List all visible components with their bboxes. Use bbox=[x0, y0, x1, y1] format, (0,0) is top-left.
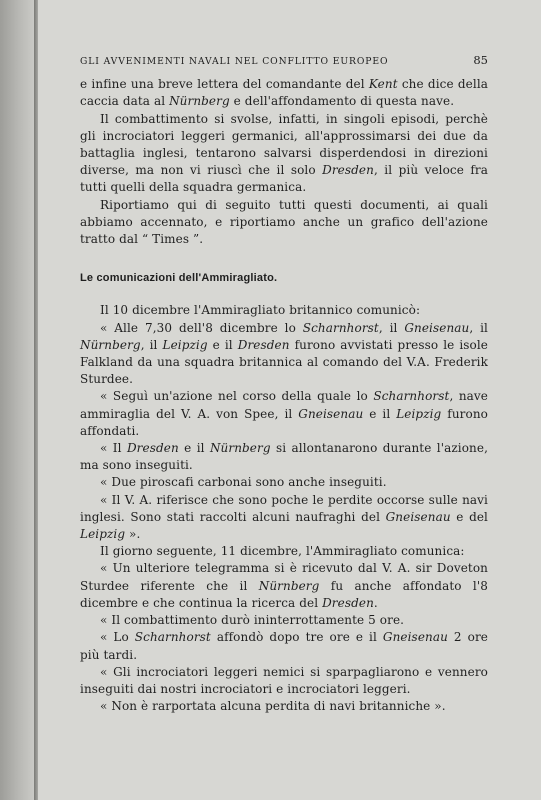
italic-text: Dresden bbox=[322, 163, 374, 178]
text-span: ». bbox=[125, 527, 141, 542]
italic-text: Kent bbox=[368, 77, 398, 92]
binding-gutter bbox=[0, 0, 34, 800]
paragraph bbox=[80, 197, 488, 249]
text-span: e del bbox=[450, 509, 488, 524]
italic-text: Gneisenau bbox=[382, 630, 448, 645]
paragraph bbox=[80, 320, 488, 389]
italic-text: Gneisenau bbox=[404, 320, 470, 335]
paragraph bbox=[80, 492, 488, 544]
italic-text: Nürnberg bbox=[258, 578, 320, 593]
italic-text: Scharnhorst bbox=[302, 320, 379, 335]
italic-text: Scharnhorst bbox=[134, 630, 211, 645]
text-span: « Seguì un'azione nel corso della quale lo bbox=[100, 389, 374, 404]
text-span: 2 ore più tardi. bbox=[80, 630, 488, 662]
italic-text: Leipzig bbox=[162, 337, 208, 352]
intro-paragraphs bbox=[80, 76, 488, 248]
paragraph bbox=[80, 698, 488, 715]
paragraph bbox=[80, 629, 488, 663]
text-span: , il bbox=[140, 337, 163, 352]
text-span: Il combattimento si svolse, infatti, in singoli episodi, perchè gli incrociatori leggeri germanici, all'approssimarsi dei due da battaglia inglesi, tentarono salvarsi disperdendosi in direzioni diverse, ma non vi riuscì che il solo bbox=[80, 111, 488, 178]
text-span: « Non è rarportata alcuna perdita di navi britanniche ». bbox=[100, 699, 446, 714]
italic-text: Nürnberg bbox=[209, 441, 271, 456]
text-span: « Il V. A. riferisce che sono poche le perdite occorse sulle navi inglesi. Sono stati raccolti alcuni naufraghi del bbox=[80, 492, 488, 524]
italic-text: Leipzig bbox=[80, 527, 126, 542]
text-span: « Alle 7,30 dell'8 dicembre lo bbox=[100, 320, 303, 335]
text-span: Il 10 dicembre l'Ammiragliato britannico comunicò: bbox=[100, 303, 421, 318]
text-span: « Lo bbox=[100, 630, 135, 645]
text-span: e dell'affondamento di questa nave. bbox=[229, 94, 455, 109]
running-header bbox=[80, 52, 488, 70]
paragraph bbox=[80, 76, 488, 110]
italic-text: Nürnberg bbox=[80, 337, 141, 352]
page-content bbox=[80, 52, 488, 715]
running-title: GLI AVVENIMENTI NAVALI NEL CONFLITTO EUROPEO bbox=[80, 56, 389, 67]
paragraph bbox=[80, 302, 488, 319]
paragraph bbox=[80, 612, 488, 629]
text-span: e il bbox=[178, 441, 210, 456]
paragraph bbox=[80, 111, 488, 197]
text-span: e il bbox=[207, 337, 238, 352]
text-span: « Un ulteriore telegramma si è ricevuto dal V. A. sir Doveton Sturdee riferente che il bbox=[80, 561, 488, 593]
paragraph bbox=[80, 474, 488, 491]
text-span: Riportiamo qui di seguito tutti questi documenti, ai quali abbiamo accennato, e riportiamo anche un grafico dell'azione tratto dal “ Times ”. bbox=[80, 197, 488, 247]
paragraph bbox=[80, 543, 488, 560]
text-span: « Il bbox=[100, 441, 127, 456]
text-span: affondò dopo tre ore e il bbox=[210, 630, 383, 645]
text-span: e il bbox=[363, 406, 397, 421]
text-span: , il più veloce fra tutti quelli della squadra germanica. bbox=[80, 163, 488, 195]
italic-text: Dresden bbox=[237, 337, 290, 352]
italic-text: Dresden bbox=[322, 595, 374, 610]
text-span: furono affondati. bbox=[80, 406, 488, 438]
body-paragraphs bbox=[80, 302, 488, 715]
text-span: fu anche affondato l'8 dicembre e che continua la ricerca del bbox=[80, 578, 488, 610]
page-number: 85 bbox=[473, 53, 488, 67]
italic-text: Nürnberg bbox=[169, 94, 230, 109]
italic-text: Gneisenau bbox=[385, 509, 451, 524]
text-span: che dice della caccia data al bbox=[80, 77, 489, 109]
italic-text: Gneisenau bbox=[298, 406, 364, 421]
text-span: , nave ammiraglia del V. A. von Spee, il bbox=[80, 389, 489, 421]
text-span: « Il combattimento durò ininterrottamente 5 ore. bbox=[100, 613, 405, 628]
paragraph bbox=[80, 440, 488, 474]
text-span: « Due piroscafi carbonai sono anche inseguiti. bbox=[100, 475, 387, 490]
italic-text: Scharnhorst bbox=[373, 389, 450, 404]
section-title: Le comunicazioni dell'Ammiragliato. bbox=[80, 272, 278, 285]
text-span: si allontanarono durante l'azione, ma sono inseguiti. bbox=[80, 441, 488, 473]
italic-text: Leipzig bbox=[396, 406, 442, 421]
book-page bbox=[38, 0, 541, 800]
text-span: , il bbox=[469, 320, 488, 335]
paragraph bbox=[80, 388, 488, 440]
text-span: « Gli incrociatori leggeri nemici si sparpagliarono e vennero inseguiti dai nostri incrociatori e incrociatori leggeri. bbox=[80, 664, 488, 696]
italic-text: Dresden bbox=[126, 441, 179, 456]
text-span: , il bbox=[378, 320, 405, 335]
text-span: furono avvistati presso le isole Falkland da una squadra britannica al comando del V.A. Frederik Sturdee. bbox=[80, 337, 489, 387]
text-span: Il giorno seguente, 11 dicembre, l'Ammiragliato comunica: bbox=[100, 544, 465, 559]
paragraph bbox=[80, 560, 488, 612]
paragraph bbox=[80, 664, 488, 698]
text-span: e infine una breve lettera del comandante del bbox=[80, 77, 369, 92]
text-span: . bbox=[373, 595, 378, 610]
